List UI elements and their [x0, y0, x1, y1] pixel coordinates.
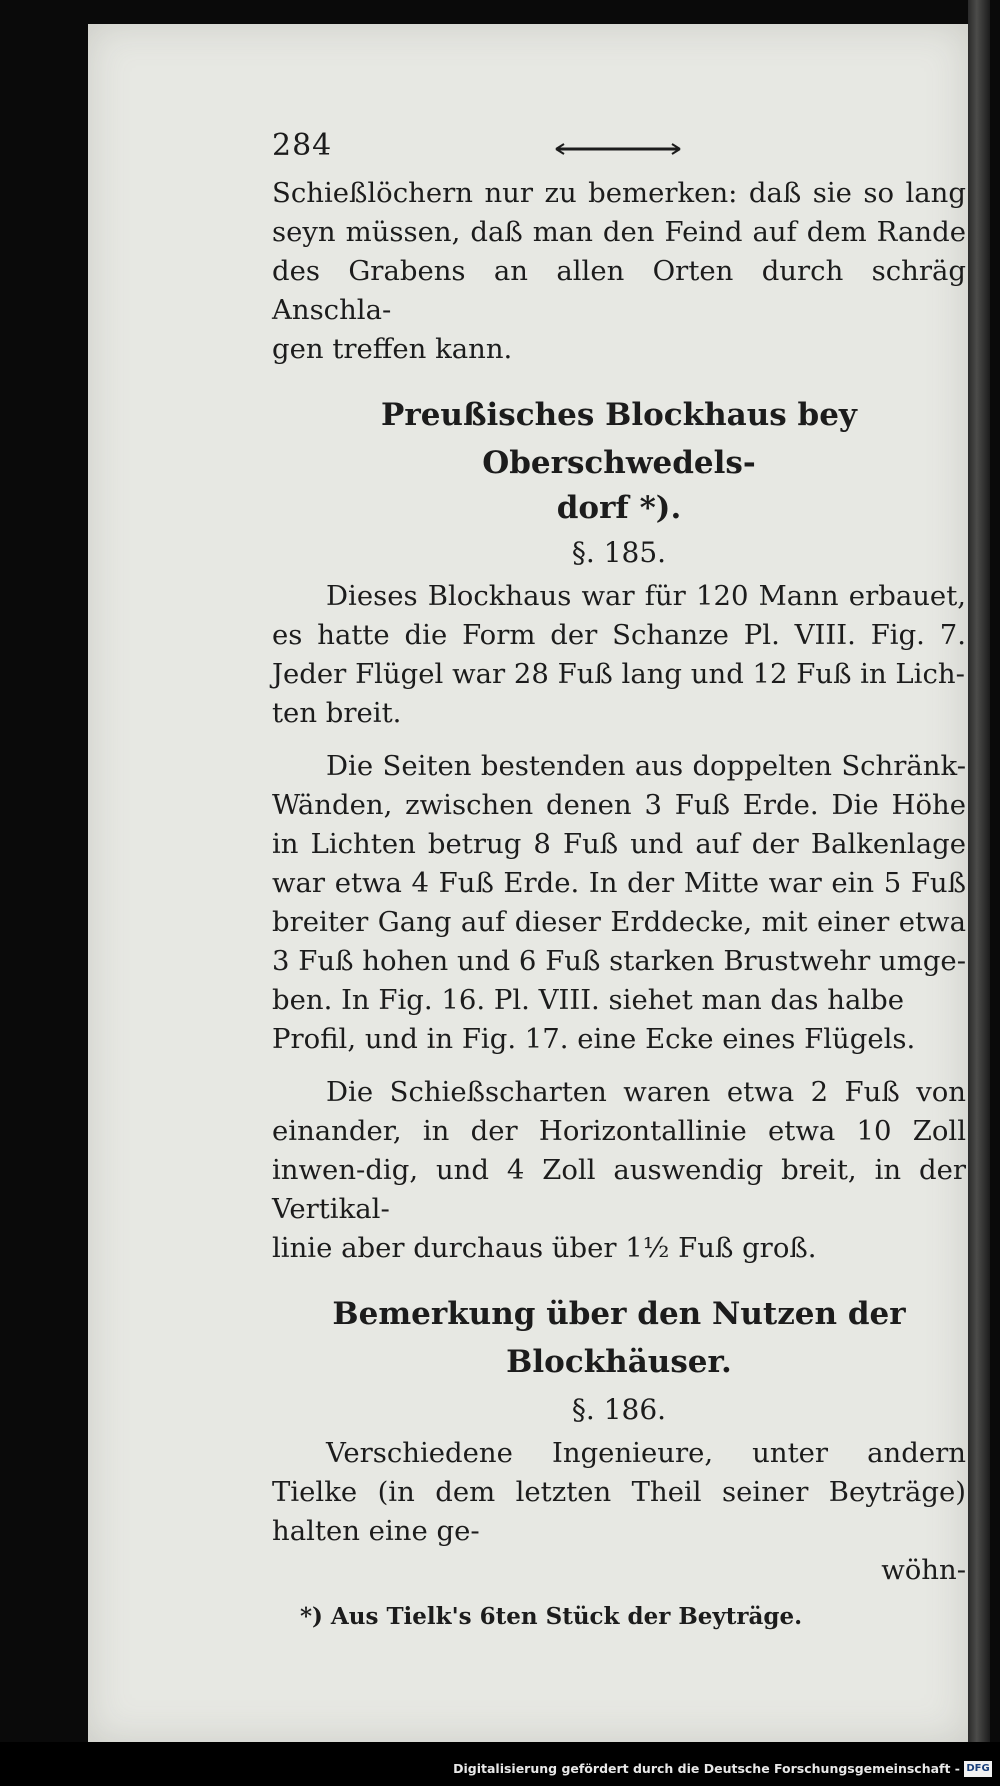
book-page-edge [968, 0, 990, 1750]
paragraph-continuation: Schießlöchern nur zu bemerken: daß sie so lang seyn müssen, daß man den Feind auf dem Rande des Grabens an allen Orten durch schräg Anschla- [272, 177, 966, 326]
footer-credit: Digitalisierung gefördert durch die Deutsche Forschungsgemeinschaft - [453, 1761, 960, 1776]
footnote: *) Aus Tielk's 6ten Stück der Beyträge. [300, 1603, 803, 1630]
paragraph: Die Schießscharten waren etwa 2 Fuß von einander, in der Horizontallinie etwa 10 Zoll inwen-dig, und 4 Zoll auswendig breit, in der Vertikal- [272, 1076, 966, 1225]
paragraph-end: ten breit. [272, 697, 402, 729]
section-heading-cont: dorf *). [556, 490, 682, 526]
paragraph-end: Profil, und in Fig. 17. eine Ecke eines Flügels. [272, 1023, 916, 1055]
paragraph: Verschiedene Ingenieure, unter andern Tielke (in dem letzten Theil seiner Beyträge) halten eine ge- [272, 1437, 966, 1547]
section-heading: Bemerkung über den Nutzen der Blockhäuser. [332, 1296, 906, 1380]
paragraph-end: linie aber durchaus über 1½ Fuß groß. [272, 1232, 817, 1264]
paragraph-number: §. 186. [571, 1393, 667, 1426]
catchword: wöhn- [881, 1554, 966, 1586]
page-header [272, 128, 966, 174]
paragraph-continuation-end: gen treffen kann. [272, 333, 513, 365]
page-number: 284 [272, 128, 333, 163]
header-ornament [554, 142, 682, 156]
footer-bar [0, 1742, 1000, 1786]
section-heading: Preußisches Blockhaus bey Oberschwedels- [381, 397, 857, 481]
page-content [272, 128, 966, 1634]
paragraph: Die Seiten bestenden aus doppelten Schränk-Wänden, zwischen denen 3 Fuß Erde. Die Höhe in Lichten betrug 8 Fuß und auf der Balkenlage war etwa 4 Fuß Erde. In der Mitte war ein 5 Fuß breiter Gang auf dieser Erddecke, mit einer etwa 3 Fuß hohen und 6 Fuß starken Brustwehr umge-ben. In Fig. 16. Pl. VIII. siehet man das halbe [272, 750, 966, 1016]
paragraph: Dieses Blockhaus war für 120 Mann erbauet, es hatte die Form der Schanze Pl. VIII. Fig. 7. Jeder Flügel war 28 Fuß lang und 12 Fuß in Lich- [272, 580, 966, 690]
paragraph-number: §. 185. [571, 536, 667, 569]
dfg-logo: DFG [964, 1761, 992, 1777]
